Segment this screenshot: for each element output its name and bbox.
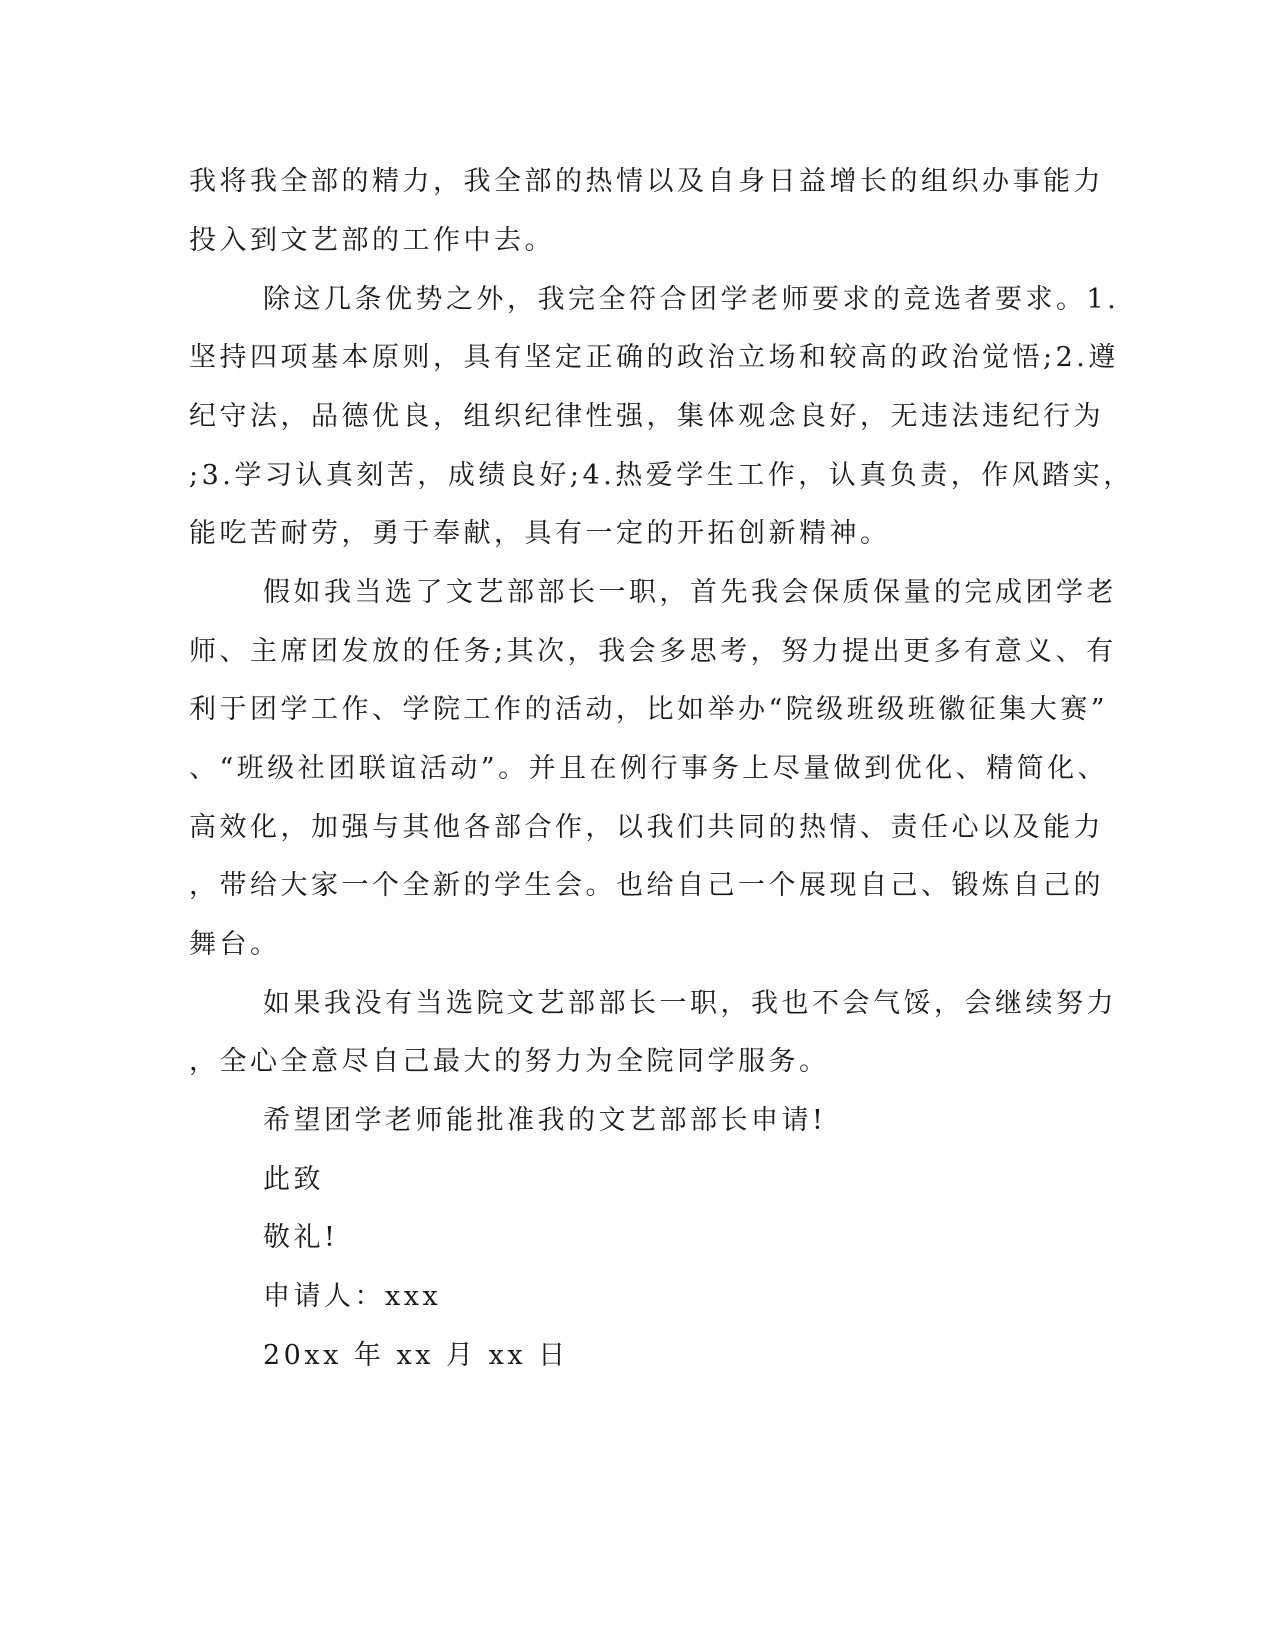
salutation-regards: 敬礼! bbox=[263, 1222, 339, 1253]
text-line: 投入到文艺部的工作中去。 bbox=[189, 225, 555, 256]
paragraph-start: 如果我没有当选院文艺部部长一职，我也不会气馁，会继续努力 bbox=[263, 988, 1117, 1019]
applicant-signature: 申请人：xxx bbox=[263, 1281, 442, 1312]
text-line: 师、主席团发放的任务;其次，我会多思考，努力提出更多有意义、有 bbox=[189, 636, 1117, 667]
paragraph-start: 除这几条优势之外，我完全符合团学老师要求的竞选者要求。1. bbox=[263, 284, 1120, 315]
text-line: 能吃苦耐劳，勇于奉献，具有一定的开拓创新精神。 bbox=[189, 518, 891, 549]
closing-request: 希望团学老师能批准我的文艺部部长申请! bbox=[263, 1105, 827, 1136]
text-line: 、“班级社团联谊活动”。并且在例行事务上尽量做到优化、精简化、 bbox=[189, 753, 1109, 784]
salutation: 此致 bbox=[263, 1164, 324, 1195]
text-line: ，全心全意尽自己最大的努力为全院同学服务。 bbox=[189, 1046, 830, 1077]
text-line: 高效化，加强与其他各部合作，以我们共同的热情、责任心以及能力 bbox=[189, 812, 1104, 843]
text-line: 纪守法，品德优良，组织纪律性强，集体观念良好，无违法违纪行为 bbox=[189, 401, 1104, 432]
date-line: 20xx 年 xx 月 xx 日 bbox=[263, 1340, 569, 1371]
text-line: ，带给大家一个全新的学生会。也给自己一个展现自己、锻炼自己的 bbox=[189, 870, 1104, 901]
paragraph-start: 假如我当选了文艺部部长一职，首先我会保质保量的完成团学老 bbox=[263, 577, 1117, 608]
text-line: 我将我全部的精力，我全部的热情以及自身日益增长的组织办事能力 bbox=[189, 166, 1104, 197]
text-line: 利于团学工作、学院工作的活动，比如举办“院级班级班徽征集大赛” bbox=[189, 694, 1109, 725]
text-line: 舞台。 bbox=[189, 929, 281, 960]
text-line: ;3.学习认真刻苦，成绩良好;4.热爱学生工作，认真负责，作风踏实， bbox=[189, 460, 1134, 491]
text-line: 坚持四项基本原则，具有坚定正确的政治立场和较高的政治觉悟;2.遵 bbox=[189, 342, 1119, 373]
